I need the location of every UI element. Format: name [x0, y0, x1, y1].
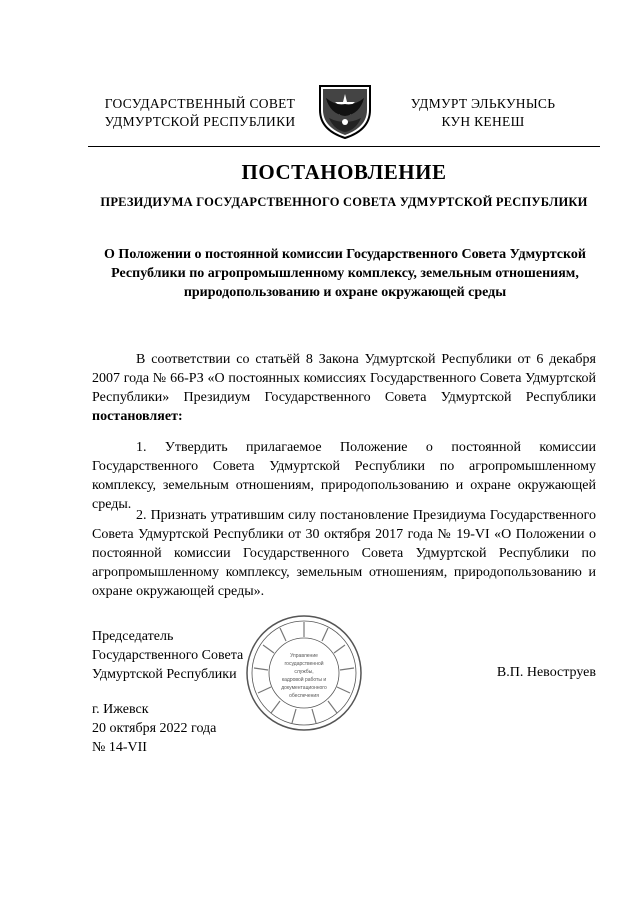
header-right	[398, 95, 568, 131]
svg-text:документационного: документационного	[281, 685, 327, 691]
item-1-paragraph: 1. Утвердить прилагаемое Положение о постоянной комиссии Государственного Совета Удмуртской Республики по агропромышленному комплексу, земельным отношениям, природопользованию и охране окружающей среды.	[92, 440, 596, 512]
document-subtitle: ПРЕЗИДИУМА ГОСУДАРСТВЕННОГО СОВЕТА УДМУРТСКОЙ РЕСПУБЛИКИ	[100, 195, 588, 209]
svg-text:Управление: Управление	[290, 653, 318, 659]
header-right-line1: УДМУРТ ЭЛЬКУНЫСЬ	[410, 96, 556, 111]
signatory-line3: Удмуртской Республики	[92, 667, 237, 682]
header-left	[100, 95, 300, 131]
header-left-line1: ГОСУДАРСТВЕННЫЙ СОВЕТ	[104, 96, 296, 111]
svg-text:государственной: государственной	[284, 661, 324, 667]
svg-text:обеспечения: обеспечения	[289, 693, 319, 699]
item-2-paragraph: 2. Признать утратившим силу постановление Президиума Государственного Совета Удмуртской Республики от 30 октября 2017 года № 19-VI «О Положении о постоянной комиссии Государственного Совета Удмуртской Республики по агропромышленному комплексу, земельным отношениям, природопользованию и охране окружающей среды».	[92, 508, 596, 599]
header-right-line2: КУН КЕНЕШ	[441, 114, 525, 129]
footer-place: г. Ижевск	[92, 702, 149, 717]
document-footer	[92, 700, 216, 757]
signatory-line1: Председатель	[92, 629, 174, 644]
document-subject: О Положении о постоянной комиссии Государственного Совета Удмуртской Республики по агропромышленному комплексу, земельным отношениям, природопользованию и охране окружающей среды	[104, 247, 586, 300]
header-divider	[88, 146, 600, 147]
official-stamp	[244, 613, 364, 733]
header-left-line2: УДМУРТСКОЙ РЕСПУБЛИКИ	[104, 114, 296, 129]
footer-date: 20 октября 2022 года	[92, 721, 217, 736]
footer-number: № 14-VII	[92, 740, 147, 755]
coat-of-arms-icon	[316, 80, 374, 140]
document-title: ПОСТАНОВЛЕНИЕ	[241, 160, 447, 184]
preamble-text: В соответствии со статьёй 8 Закона Удмуртской Республики от 6 декабря 2007 года № 66-РЗ «О постоянных комиссиях Государственного Совета Удмуртской Республики» Президиум Государственного Совета Удмуртской Республики	[92, 352, 596, 405]
svg-text:кадровой работы и: кадровой работы и	[281, 677, 327, 683]
svg-text:службы,: службы,	[294, 669, 314, 675]
signatory-title	[92, 627, 243, 684]
signatory-line2: Государственного Совета	[92, 648, 244, 663]
signatory-name: В.П. Невоструев	[496, 665, 596, 680]
preamble-bold: постановляет:	[92, 409, 183, 424]
preamble-paragraph	[92, 350, 596, 426]
